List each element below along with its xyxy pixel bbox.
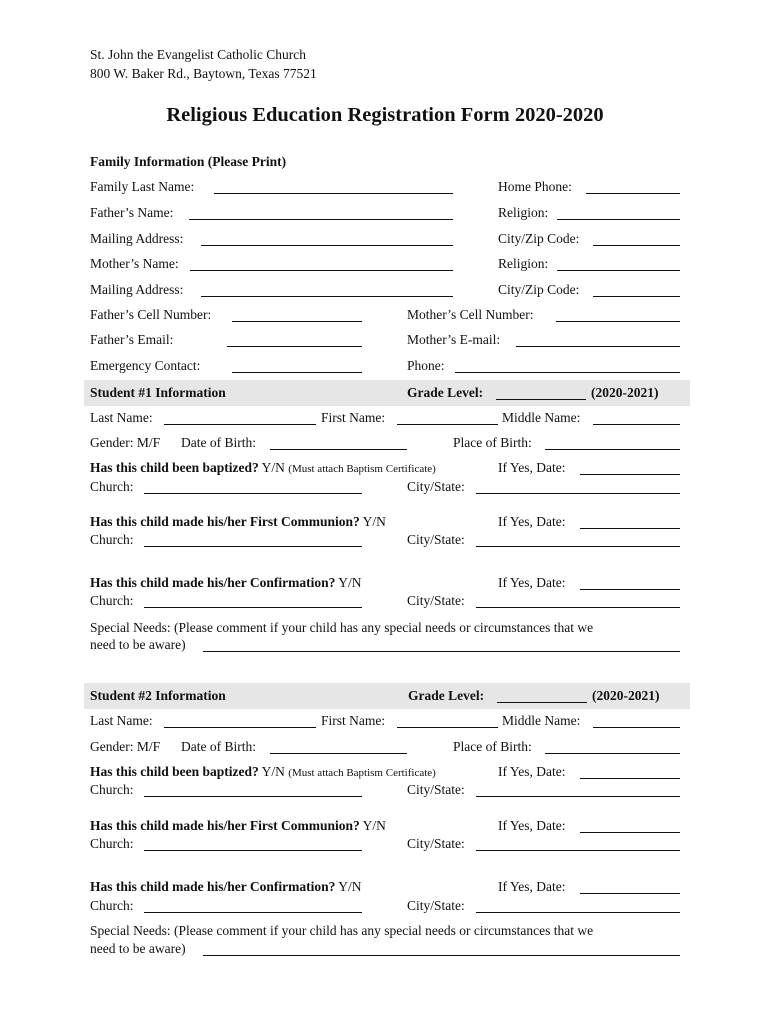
student-1-first-name-label: First Name:: [321, 410, 386, 425]
student-1-gender-label: Gender: M/F: [90, 435, 161, 450]
student-2-baptism-date-field[interactable]: [580, 778, 680, 779]
student-2-baptism-city-label: City/State:: [407, 782, 465, 797]
student-2-baptized-question: [90, 764, 436, 781]
student-2-communion-city-field[interactable]: [476, 850, 680, 851]
student-2-place-of-birth-field[interactable]: [545, 753, 680, 754]
mother-city-zip-field[interactable]: [593, 296, 680, 297]
student-1-first-name-field[interactable]: [397, 424, 498, 425]
student-2-first-name-label: First Name:: [321, 713, 386, 728]
student-2-heading: Student #2 Information: [90, 688, 226, 703]
student-2-communion-question: [90, 818, 386, 834]
student-1-place-of-birth-label: Place of Birth:: [453, 435, 532, 450]
student-1-confirmation-yn[interactable]: Y/N: [338, 575, 362, 590]
church-name: St. John the Evangelist Catholic Church: [90, 47, 306, 62]
family-last-name-field[interactable]: [214, 193, 453, 194]
student-2-baptism-date-label: If Yes, Date:: [498, 764, 566, 779]
student-2-middle-name-label: Middle Name:: [502, 713, 581, 728]
student-1-heading: Student #1 Information: [90, 385, 226, 400]
student-1-baptism-city-field[interactable]: [476, 493, 680, 494]
student-2-first-name-field[interactable]: [397, 727, 498, 728]
student-2-baptism-church-label: Church:: [90, 782, 134, 797]
student-2-baptism-church-field[interactable]: [144, 796, 362, 797]
student-2-confirmation-yn[interactable]: Y/N: [338, 879, 362, 894]
student-1-baptism-church-field[interactable]: [144, 493, 362, 494]
student-2-communion-church-field[interactable]: [144, 850, 362, 851]
mother-mailing-address-field[interactable]: [201, 296, 453, 297]
form-title: Religious Education Registration Form 2020-2020: [166, 104, 604, 126]
student-1-place-of-birth-field[interactable]: [545, 449, 680, 450]
student-1-baptized-question: [90, 460, 436, 477]
mothers-name-label: Mother’s Name:: [90, 256, 179, 271]
emergency-contact-field[interactable]: [232, 372, 362, 373]
student-1-dob-label: Date of Birth:: [181, 435, 256, 450]
mother-mailing-address-label: Mailing Address:: [90, 282, 184, 297]
student-2-middle-name-field[interactable]: [593, 727, 680, 728]
father-city-zip-field[interactable]: [593, 245, 680, 246]
student-2-baptism-city-field[interactable]: [476, 796, 680, 797]
student-1-last-name-field[interactable]: [164, 424, 316, 425]
student-2-confirmation-church-field[interactable]: [144, 912, 362, 913]
student-1-middle-name-field[interactable]: [593, 424, 680, 425]
student-1-special-needs-field[interactable]: [203, 651, 680, 652]
father-religion-label: Religion:: [498, 205, 549, 220]
student-2-grade-field[interactable]: [497, 702, 587, 703]
father-religion-field[interactable]: [557, 219, 680, 220]
student-1-baptism-date-label: If Yes, Date:: [498, 460, 566, 475]
student-1-communion-church-field[interactable]: [144, 546, 362, 547]
student-1-baptism-church-label: Church:: [90, 479, 134, 494]
student-1-communion-church-label: Church:: [90, 532, 134, 547]
emergency-phone-field[interactable]: [455, 372, 680, 373]
emergency-contact-label: Emergency Contact:: [90, 358, 201, 373]
student-1-confirmation-city-label: City/State:: [407, 593, 465, 608]
student-2-school-year: (2020-2021): [592, 688, 660, 703]
student-2-grade-label: Grade Level:: [408, 688, 485, 703]
student-1-dob-field[interactable]: [270, 449, 407, 450]
student-2-gender-label: Gender: M/F: [90, 739, 161, 754]
student-2-special-needs-label: Special Needs: (Please comment if your child has any special needs or circumstances that we: [90, 923, 594, 938]
student-1-middle-name-label: Middle Name:: [502, 410, 581, 425]
mother-city-zip-label: City/Zip Code:: [498, 282, 580, 297]
student-2-communion-yn[interactable]: Y/N: [362, 818, 386, 833]
student-2-last-name-label: Last Name:: [90, 713, 153, 728]
student-2-baptized-yn[interactable]: Y/N: [261, 764, 285, 779]
student-2-confirmation-date-label: If Yes, Date:: [498, 879, 566, 894]
student-2-place-of-birth-label: Place of Birth:: [453, 739, 532, 754]
father-mailing-address-field[interactable]: [201, 245, 453, 246]
fathers-name-field[interactable]: [189, 219, 453, 220]
mothers-name-field[interactable]: [190, 270, 453, 271]
father-mailing-address-label: Mailing Address:: [90, 231, 184, 246]
student-2-communion-text: Has this child made his/her First Communion?: [90, 818, 360, 833]
student-2-last-name-field[interactable]: [164, 727, 316, 728]
fathers-cell-label: Father’s Cell Number:: [90, 307, 212, 322]
student-1-baptized-text: Has this child been baptized?: [90, 460, 259, 475]
student-1-confirmation-church-label: Church:: [90, 593, 134, 608]
student-2-confirmation-date-field[interactable]: [580, 893, 680, 894]
student-1-communion-yn[interactable]: Y/N: [362, 514, 386, 529]
student-1-confirmation-date-field[interactable]: [580, 589, 680, 590]
student-2-communion-city-label: City/State:: [407, 836, 465, 851]
fathers-cell-field[interactable]: [232, 321, 362, 322]
student-1-last-name-label: Last Name:: [90, 410, 153, 425]
student-2-communion-date-field[interactable]: [580, 832, 680, 833]
church-address: 800 W. Baker Rd., Baytown, Texas 77521: [90, 66, 317, 81]
home-phone-label: Home Phone:: [498, 179, 572, 194]
student-2-dob-field[interactable]: [270, 753, 407, 754]
student-2-special-needs-field[interactable]: [203, 955, 680, 956]
student-1-baptism-note: (Must attach Baptism Certificate): [288, 463, 436, 475]
student-1-grade-field[interactable]: [496, 399, 586, 400]
family-last-name-label: Family Last Name:: [90, 179, 195, 194]
student-2-baptism-note: (Must attach Baptism Certificate): [288, 767, 436, 779]
student-1-communion-text: Has this child made his/her First Communion?: [90, 514, 360, 529]
mother-religion-label: Religion:: [498, 256, 549, 271]
mother-religion-field[interactable]: [557, 270, 680, 271]
student-1-confirmation-question: [90, 575, 362, 591]
student-1-school-year: (2020-2021): [591, 385, 659, 400]
student-1-special-needs-label-2: need to be aware): [90, 637, 186, 652]
student-1-confirmation-text: Has this child made his/her Confirmation?: [90, 575, 336, 590]
student-1-confirmation-church-field[interactable]: [144, 607, 362, 608]
student-1-communion-date-field[interactable]: [580, 528, 680, 529]
student-1-baptism-city-label: City/State:: [407, 479, 465, 494]
student-2-communion-church-label: Church:: [90, 836, 134, 851]
student-2-confirmation-text: Has this child made his/her Confirmation?: [90, 879, 336, 894]
mothers-email-field[interactable]: [516, 346, 680, 347]
home-phone-field[interactable]: [586, 193, 680, 194]
student-2-baptized-text: Has this child been baptized?: [90, 764, 259, 779]
student-1-communion-city-label: City/State:: [407, 532, 465, 547]
fathers-email-label: Father’s Email:: [90, 332, 174, 347]
student-1-communion-city-field[interactable]: [476, 546, 680, 547]
student-1-grade-label: Grade Level:: [407, 385, 484, 400]
student-1-special-needs-label: Special Needs: (Please comment if your child has any special needs or circumstances that we: [90, 620, 594, 635]
student-2-confirmation-church-label: Church:: [90, 898, 134, 913]
fathers-email-field[interactable]: [227, 346, 362, 347]
student-1-baptism-date-field[interactable]: [580, 474, 680, 475]
student-2-dob-label: Date of Birth:: [181, 739, 256, 754]
mothers-email-label: Mother’s E-mail:: [407, 332, 501, 347]
student-1-communion-date-label: If Yes, Date:: [498, 514, 566, 529]
family-heading: Family Information (Please Print): [90, 154, 287, 169]
student-2-confirmation-city-field[interactable]: [476, 912, 680, 913]
student-2-confirmation-city-label: City/State:: [407, 898, 465, 913]
student-1-communion-question: [90, 514, 386, 530]
emergency-phone-label: Phone:: [407, 358, 445, 373]
student-2-special-needs-label-2: need to be aware): [90, 941, 186, 956]
student-1-confirmation-city-field[interactable]: [476, 607, 680, 608]
student-2-communion-date-label: If Yes, Date:: [498, 818, 566, 833]
father-city-zip-label: City/Zip Code:: [498, 231, 580, 246]
mothers-cell-label: Mother’s Cell Number:: [407, 307, 534, 322]
fathers-name-label: Father’s Name:: [90, 205, 174, 220]
student-1-baptized-yn[interactable]: Y/N: [261, 460, 285, 475]
mothers-cell-field[interactable]: [556, 321, 680, 322]
student-2-confirmation-question: [90, 879, 362, 895]
student-1-confirmation-date-label: If Yes, Date:: [498, 575, 566, 590]
